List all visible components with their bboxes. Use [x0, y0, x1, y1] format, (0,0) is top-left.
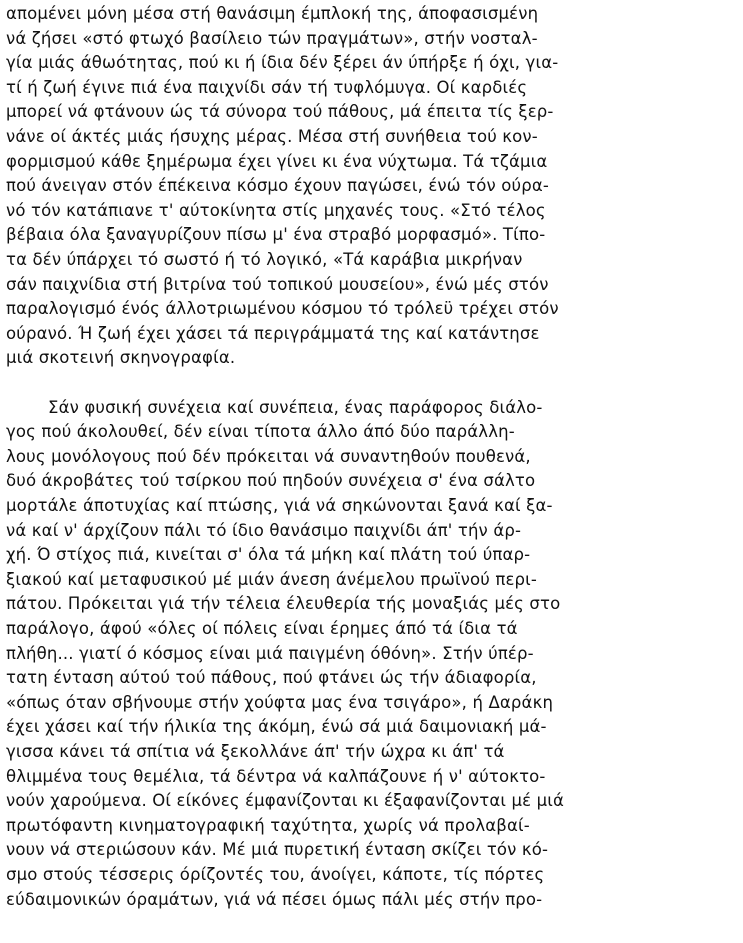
text-line: γος πού άκολουθεί, δέν είναι τίποτα άλλο άπό δύο παράλλη-: [6, 422, 515, 442]
text-line: χή. Ό στίχος πιά, κινείται σ' όλα τά μήκη καί πλάτη τού ύπαρ-: [6, 545, 531, 565]
text-line: μπορεί νά φτάνουν ώς τά σύνορα τού πάθους, μά έπειτα τίς ξερ-: [6, 102, 554, 122]
text-line: μιά σκοτεινή σκηνογραφία.: [6, 348, 236, 368]
text-line: νά καί ν' άρχίζουν πάλι τό ίδιο θανάσιμο παιχνίδι άπ' τήν άρ-: [6, 520, 522, 540]
text-line: σμο στούς τέσσερις όρίζοντές του, άνοίγει, κάποτε, τίς πόρτες: [6, 864, 545, 884]
text-line: Σάν φυσική συνέχεια καί συνέπεια, ένας παράφορος διάλο-: [48, 397, 543, 417]
text-line: νούν χαρούμενα. Οί είκόνες έμφανίζονται κι έξαφανίζονται μέ μιά: [6, 791, 565, 811]
text-line: παραλογισμό ένός άλλοτριωμένου κόσμου τό τρόλεϋ τρέχει στόν: [6, 299, 559, 319]
text-line: σάν παιχνίδια στή βιτρίνα τού τοπικού μουσείου», ένώ μές στόν: [6, 274, 549, 294]
text-line: γισσα κάνει τά σπίτια νά ξεκολλάνε άπ' τήν ώχρα κι άπ' τά: [6, 742, 505, 762]
text-line: εύδαιμονικών όραμάτων, γιά νά πέσει όμως πάλι μές στήν προ-: [6, 889, 543, 909]
text-line: πού άνειγαν στόν έπέκεινα κόσμο έχουν παγώσει, ένώ τόν ούρα-: [6, 176, 549, 196]
text-line: πάτου. Πρόκειται γιά τήν τέλεια έλευθερία τής μοναξιάς μές στο: [6, 594, 561, 614]
text-line: νό τόν κατάπιανε τ' αύτοκίνητα στίς μηχανές τους. «Στό τέλος: [6, 200, 546, 220]
text-line: ξιακού καί μεταφυσικού μέ μιάν άνεση άνέμελου πρωϊνού περι-: [6, 569, 537, 589]
text-line: έχει χάσει καί τήν ήλικία της άκόμη, ένώ σά μιά δαιμονιακή μά-: [6, 717, 547, 737]
text-line: γία μιάς άθωότητας, πού κι ή ίδια δέν ξέρει άν ύπήρξε ή όχι, για-: [6, 53, 559, 73]
text-line: μορτάλε άποτυχίας καί πτώσης, γιά νά σηκώνονται ξανά καί ξα-: [6, 496, 553, 516]
text-line: ούρανό. Ή ζωή έχει χάσει τά περιγράμματά της καί κατάντησε: [6, 323, 540, 343]
text-line: «όπως όταν σβήνουμε στήν χούφτα μας ένα τσιγάρο», ή Δαράκη: [6, 692, 554, 712]
text-line: δυό άκροβάτες τού τσίρκου πού πηδούν συνέχεια σ' ένα σάλτο: [6, 471, 536, 491]
text-line: τα δέν ύπάρχει τό σωστό ή τό λογικό, «Τά καράβια μικρήναν: [6, 249, 523, 269]
text-line: νάνε οί άκτές μιάς ήσυχης μέρας. Μέσα στή συνήθεια τού κον-: [6, 126, 538, 146]
text-line: βέβαια όλα ξαναγυρίζουν πίσω μ' ένα στραβό μορφασμό». Τίπο-: [6, 225, 546, 245]
paragraph-gap: [6, 371, 734, 396]
text-line: πρωτόφαντη κινηματογραφική ταχύτητα, χωρίς νά προλαβαί-: [6, 815, 530, 835]
text-line: λους μονόλογους πού δέν πρόκειται νά συναντηθούν πουθενά,: [6, 446, 531, 466]
text-line: θλιμμένα τους θεμέλια, τά δέντρα νά καλπάζουνε ή ν' αύτοκτο-: [6, 766, 546, 786]
text-line: φορμισμού κάθε ξημέρωμα έχει γίνει κι ένα νύχτωμα. Τά τζάμια: [6, 151, 548, 171]
text-line: απομένει μόνη μέσα στή θανάσιμη έμπλοκή της, άποφασισμένη: [6, 4, 539, 23]
text-line: τατη ένταση αύτού τού πάθους, πού φτάνει ώς τήν άδιαφορία,: [6, 668, 537, 688]
text-line: νουν νά στεριώσουν κάν. Μέ μιά πυρετική ένταση σκίζει τόν κό-: [6, 840, 549, 860]
text-line: τί ή ζωή έγινε πιά ένα παιχνίδι σάν τή τυφλόμυγα. Οί καρδιές: [6, 77, 528, 97]
text-line: παράλογο, άφού «όλες οί πόλεις είναι έρημες άπό τά ίδια τά: [6, 619, 518, 639]
text-line: πλήθη... γιατί ό κόσμος είναι μιά παιγμένη όθόνη». Στήν ύπέρ-: [6, 643, 534, 663]
paragraph-2: [6, 396, 734, 912]
paragraph-1: [6, 2, 734, 371]
scanned-page: [6, 2, 734, 940]
text-line: νά ζήσει «στό φτωχό βασίλειο τών πραγμάτων», στήν νοσταλ-: [6, 28, 538, 48]
